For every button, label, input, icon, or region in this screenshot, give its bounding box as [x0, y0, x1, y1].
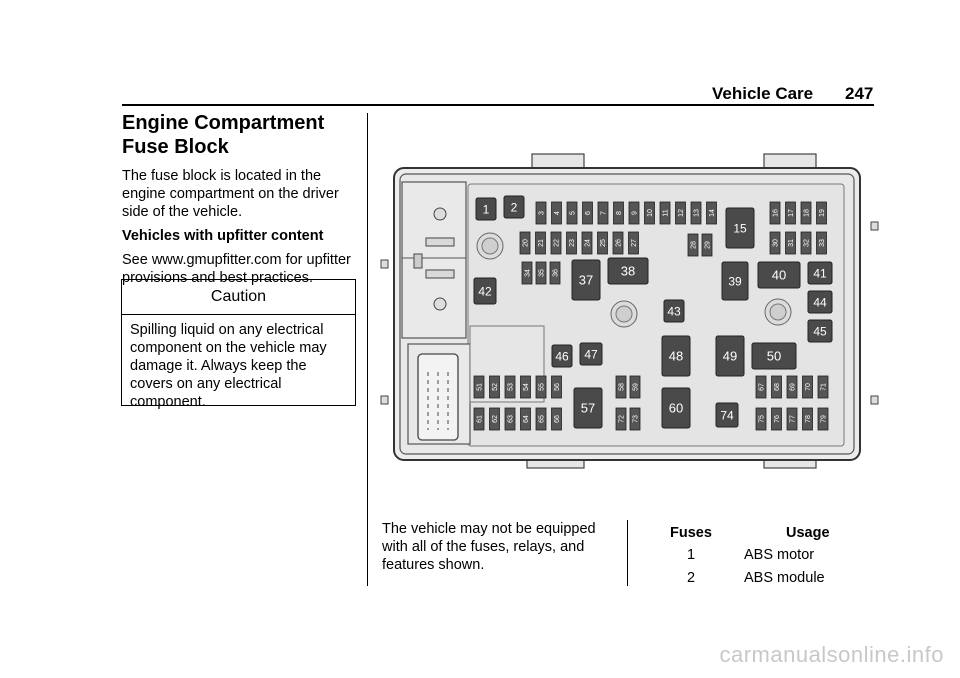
mini-fuse-label: 69 — [789, 383, 797, 391]
mini-fuse-71 — [818, 376, 828, 398]
mini-fuse-10 — [645, 202, 655, 224]
mini-fuse-label: 8 — [616, 211, 623, 215]
note-line: features shown. — [382, 557, 485, 573]
fuse-43 — [664, 300, 684, 322]
mini-fuse-label: 79 — [820, 415, 828, 423]
mini-fuse-25 — [598, 232, 608, 254]
mini-fuse-6 — [583, 202, 593, 224]
mini-fuse-label: 51 — [476, 383, 484, 391]
mini-fuse-16 — [770, 202, 780, 224]
fuse-label: 50 — [766, 348, 782, 364]
mini-fuse-69 — [787, 376, 797, 398]
mini-fuse-label: 53 — [507, 383, 515, 391]
mini-fuse-label: 27 — [631, 239, 638, 247]
fuse-label: 2 — [510, 200, 518, 215]
mini-fuse-label: 55 — [538, 383, 546, 391]
mini-fuse-65 — [536, 408, 546, 430]
caution-line: component. — [130, 394, 206, 410]
caution-text — [122, 315, 355, 411]
fuse-2 — [504, 196, 524, 218]
mini-fuse-8 — [614, 202, 624, 224]
mini-fuse-28 — [688, 234, 698, 256]
header-rule — [122, 104, 874, 106]
intro-line: The fuse block is located in the — [122, 168, 322, 184]
mini-fuse-12 — [676, 202, 686, 224]
mini-fuse-label: 77 — [789, 415, 797, 423]
fuse-label: 44 — [813, 295, 827, 310]
mini-fuse-label: 72 — [618, 415, 626, 423]
mini-fuse-label: 22 — [553, 239, 561, 247]
mini-fuse-label: 18 — [803, 209, 811, 217]
mini-fuse-label: 33 — [819, 239, 826, 247]
mini-fuse-59 — [630, 376, 640, 398]
caution-line: component on the vehicle may — [130, 340, 327, 356]
mini-fuse-30 — [770, 232, 780, 254]
mini-fuse-label: 19 — [819, 209, 826, 217]
mini-fuse-label: 13 — [693, 209, 701, 217]
fuse-57 — [574, 388, 602, 428]
mini-fuse-label: 31 — [788, 239, 795, 247]
mini-fuse-label: 54 — [523, 383, 530, 391]
mini-fuse-11 — [660, 202, 670, 224]
mini-fuse-label: 28 — [690, 241, 698, 249]
caution-line: damage it. Always keep the — [130, 358, 307, 374]
fuse-number: 1 — [687, 547, 696, 563]
fuse-39 — [722, 262, 748, 300]
mini-fuse-label: 36 — [552, 269, 560, 277]
mini-fuse-label: 14 — [709, 209, 716, 217]
mini-fuse-54 — [521, 376, 531, 398]
title-line-2: Fuse Block — [122, 136, 229, 158]
table-divider — [627, 520, 628, 586]
fuse-usage: ABS motor — [744, 547, 815, 563]
fuse-50 — [752, 343, 796, 369]
mini-fuse-78 — [803, 408, 813, 430]
mini-fuse-label: 10 — [647, 209, 654, 217]
caution-heading: Caution — [122, 280, 355, 315]
mini-fuse-22 — [551, 232, 561, 254]
mini-fuse-label: 35 — [538, 269, 546, 277]
mini-fuse-58 — [616, 376, 626, 398]
note-paragraph — [382, 520, 596, 574]
fuse-15 — [726, 208, 754, 248]
fuse-label: 46 — [555, 349, 569, 364]
mini-fuse-66 — [552, 408, 562, 430]
page-number: 247 — [845, 84, 874, 103]
mini-fuse-13 — [691, 202, 701, 224]
caution-line: covers on any electrical — [130, 376, 282, 392]
fuse-45 — [808, 320, 832, 342]
mini-fuse-label: 63 — [507, 415, 515, 423]
mini-fuse-label: 32 — [803, 239, 811, 247]
mini-fuse-9 — [629, 202, 639, 224]
mini-fuse-18 — [801, 202, 811, 224]
mini-fuse-label: 76 — [774, 415, 781, 423]
intro-paragraph — [122, 167, 357, 221]
mini-fuse-20 — [520, 232, 530, 254]
mini-fuse-36 — [550, 262, 560, 284]
fuse-number: 2 — [687, 570, 696, 586]
mini-fuse-label: 30 — [772, 239, 780, 247]
fuse-label: 49 — [722, 348, 738, 364]
mini-fuse-label: 58 — [618, 383, 626, 391]
title-line-1: Engine Compartment — [122, 112, 325, 134]
mini-fuse-label: 12 — [678, 209, 685, 217]
mini-fuse-label: 34 — [524, 269, 532, 277]
mini-fuse-label: 21 — [538, 239, 545, 247]
fuse-label: 45 — [813, 324, 827, 339]
mini-fuse-label: 20 — [522, 239, 530, 247]
mini-fuse-label: 17 — [788, 209, 795, 217]
mini-fuse-14 — [707, 202, 717, 224]
mini-fuse-19 — [817, 202, 827, 224]
mini-fuse-63 — [505, 408, 515, 430]
mini-fuse-label: 24 — [584, 239, 592, 247]
fuse-label: 38 — [620, 263, 636, 279]
mini-fuse-label: 25 — [600, 239, 607, 247]
fuse-label: 42 — [478, 284, 492, 299]
fuse-table — [640, 520, 880, 590]
mini-fuse-51 — [474, 376, 484, 398]
mini-fuse-52 — [490, 376, 500, 398]
mini-fuse-70 — [803, 376, 813, 398]
fuse-74 — [716, 403, 738, 427]
mini-fuse-label: 3 — [538, 211, 546, 215]
mini-fuse-label: 5 — [569, 211, 577, 215]
mini-fuse-79 — [818, 408, 828, 430]
mini-fuse-label: 73 — [632, 415, 640, 423]
mini-fuse-29 — [702, 234, 712, 256]
fuse-label: 47 — [584, 347, 598, 362]
mini-fuse-label: 78 — [805, 415, 812, 423]
mini-fuse-label: 52 — [492, 383, 499, 391]
fuse-usage: ABS module — [744, 570, 825, 586]
mini-fuse-73 — [630, 408, 640, 430]
fuse-42 — [474, 278, 496, 304]
mini-fuse-label: 70 — [805, 383, 812, 391]
fuse-label: 40 — [771, 267, 787, 283]
fuse-37 — [572, 260, 600, 300]
caution-box — [121, 279, 356, 410]
watermark: carmanualsonline.info — [719, 642, 944, 667]
upfitter-subheading: Vehicles with upfitter content — [122, 228, 324, 244]
mini-fuse-27 — [629, 232, 639, 254]
fuse-46 — [552, 345, 572, 367]
mini-fuse-32 — [801, 232, 811, 254]
mini-fuse-4 — [552, 202, 562, 224]
mini-fuse-label: 7 — [600, 211, 608, 215]
mini-fuse-68 — [772, 376, 782, 398]
mini-fuse-26 — [613, 232, 623, 254]
fuse-47 — [580, 343, 602, 365]
fuse-44 — [808, 291, 832, 313]
fuse-48 — [662, 336, 690, 376]
fuse-label: 15 — [733, 221, 747, 236]
mini-fuse-label: 65 — [538, 415, 546, 423]
fuse-label: 39 — [728, 274, 742, 289]
mini-fuse-label: 64 — [523, 415, 530, 423]
fuse-label: 41 — [813, 266, 827, 281]
fuse-1 — [476, 198, 496, 220]
mini-fuse-77 — [787, 408, 797, 430]
mini-fuse-21 — [536, 232, 546, 254]
note-line: The vehicle may not be equipped — [382, 521, 596, 537]
note-line: with all of the fuses, relays, and — [382, 539, 585, 555]
mini-fuse-76 — [772, 408, 782, 430]
mini-fuse-61 — [474, 408, 484, 430]
mini-fuse-label: 11 — [662, 209, 670, 217]
upfitter-line: See www.gmupfitter.com for upfitter — [122, 252, 351, 268]
mini-fuse-label: 71 — [820, 383, 828, 391]
mini-fuse-label: 75 — [758, 415, 766, 423]
mini-fuse-56 — [552, 376, 562, 398]
fuse-40 — [758, 262, 800, 288]
mini-fuse-label: 66 — [554, 415, 561, 423]
fuse-41 — [808, 262, 832, 284]
intro-line: side of the vehicle. — [122, 204, 243, 220]
mini-fuse-31 — [786, 232, 796, 254]
upfitter-line: provisions and best practices. — [122, 270, 314, 286]
fuse-label: 43 — [667, 304, 681, 319]
intro-line: engine compartment on the driver — [122, 186, 339, 202]
mini-fuse-53 — [505, 376, 515, 398]
fuse-label: 37 — [578, 272, 594, 288]
mini-fuse-64 — [521, 408, 531, 430]
left-column — [122, 111, 357, 287]
mini-fuse-62 — [490, 408, 500, 430]
fuse-label: 57 — [580, 400, 596, 416]
mini-fuse-23 — [567, 232, 577, 254]
mini-fuse-24 — [582, 232, 592, 254]
mini-fuse-label: 23 — [569, 239, 576, 247]
caution-line: Spilling liquid on any electrical — [130, 322, 324, 338]
mini-fuse-7 — [598, 202, 608, 224]
mini-fuse-5 — [567, 202, 577, 224]
mini-fuse-label: 56 — [554, 383, 561, 391]
mini-fuse-67 — [756, 376, 766, 398]
mini-fuse-label: 9 — [631, 211, 639, 215]
col-header-usage: Usage — [786, 525, 830, 541]
mini-fuse-label: 59 — [632, 383, 640, 391]
mini-fuse-label: 68 — [774, 383, 781, 391]
fuse-label: 60 — [668, 400, 684, 416]
fuse-block-diagram — [380, 150, 880, 475]
mini-fuse-34 — [522, 262, 532, 284]
mini-fuse-label: 61 — [476, 415, 484, 423]
fuse-label: 48 — [668, 348, 684, 364]
section-title: Vehicle Care — [712, 84, 814, 103]
page-title — [122, 111, 357, 159]
mini-fuse-label: 6 — [585, 211, 592, 215]
column-divider — [367, 113, 368, 586]
fuse-49 — [716, 336, 744, 376]
mini-fuse-label: 67 — [758, 383, 766, 391]
mini-fuse-3 — [536, 202, 546, 224]
mini-fuse-75 — [756, 408, 766, 430]
fuse-label: 1 — [482, 202, 490, 217]
mini-fuse-label: 16 — [772, 209, 780, 217]
fuse-38 — [608, 258, 648, 284]
mini-fuse-55 — [536, 376, 546, 398]
mini-fuse-35 — [536, 262, 546, 284]
mini-fuse-33 — [817, 232, 827, 254]
col-header-fuses: Fuses — [670, 525, 712, 541]
mini-fuse-72 — [616, 408, 626, 430]
mini-fuse-label: 4 — [554, 211, 561, 215]
mini-fuse-label: 29 — [704, 241, 712, 249]
mini-fuse-label: 62 — [492, 415, 499, 423]
fuse-60 — [662, 388, 690, 428]
mini-fuse-17 — [786, 202, 796, 224]
fuse-label: 74 — [720, 408, 734, 423]
mini-fuse-label: 26 — [615, 239, 623, 247]
